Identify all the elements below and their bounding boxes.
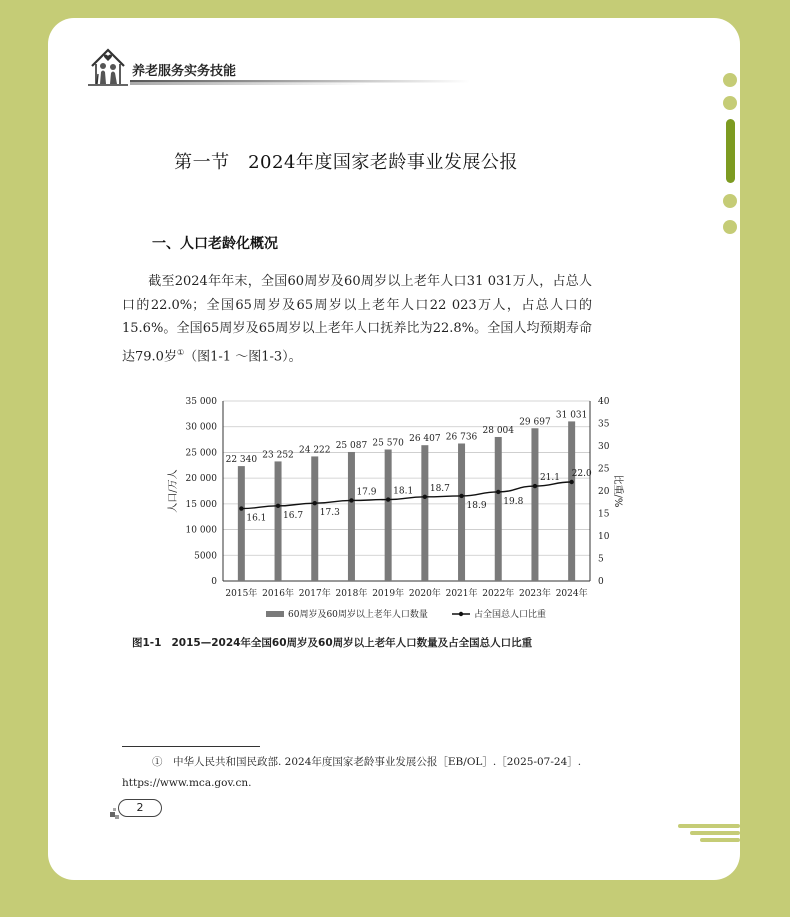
decor-stripe bbox=[700, 838, 740, 842]
bar-value-label: 25 087 bbox=[335, 440, 368, 451]
y-tick-label-left: 30 000 bbox=[185, 422, 217, 433]
y-tick-label-right: 30 bbox=[598, 442, 610, 452]
legend-line-marker bbox=[459, 612, 463, 616]
y-tick-label-left: 35 000 bbox=[185, 397, 217, 407]
bar-value-label: 22 340 bbox=[225, 455, 258, 466]
line-point bbox=[313, 501, 317, 505]
line-point bbox=[459, 494, 463, 498]
y-tick-label-right: 15 bbox=[598, 509, 610, 520]
decor-dot bbox=[723, 194, 737, 208]
bar bbox=[495, 437, 502, 581]
line-value-label: 18.9 bbox=[466, 500, 487, 511]
header-rule bbox=[130, 80, 470, 86]
y-tick-label-right: 20 bbox=[598, 487, 610, 497]
bar-value-label: 24 222 bbox=[299, 445, 331, 456]
x-tick-label: 2020年 bbox=[408, 589, 441, 599]
header-title: 养老服务实务技能 bbox=[132, 64, 237, 79]
decor-dot bbox=[723, 73, 737, 87]
bar-value-label: 26 407 bbox=[409, 434, 441, 445]
sub-heading: 一、人口老龄化概况 bbox=[152, 236, 278, 252]
section-title: 第一节 2024年度国家老龄事业发展公报 bbox=[174, 152, 518, 173]
line-value-label: 21.1 bbox=[539, 473, 560, 484]
bar-value-label: 23 252 bbox=[262, 450, 294, 461]
line-point bbox=[496, 490, 500, 494]
bar bbox=[385, 449, 392, 581]
x-tick-label: 2022年 bbox=[482, 589, 515, 599]
caption-number: 图1-1 bbox=[132, 637, 162, 649]
legend-bar-label: 60周岁及60周岁以上老年人口数量 bbox=[288, 610, 428, 620]
page-number: 2 bbox=[118, 799, 162, 817]
chart-figure bbox=[118, 380, 623, 630]
footnote-marker[interactable]: ① bbox=[176, 347, 185, 357]
bar bbox=[238, 466, 245, 581]
chart-legend bbox=[266, 608, 546, 620]
x-tick-label: 2024年 bbox=[555, 589, 588, 599]
decor-dot bbox=[723, 220, 737, 234]
decor-dot bbox=[723, 96, 737, 110]
line-value-label: 16.1 bbox=[246, 513, 267, 524]
line-value-label: 17.9 bbox=[356, 487, 377, 498]
bar-value-label: 29 697 bbox=[519, 417, 551, 428]
bar bbox=[568, 421, 575, 581]
footnote: ① 中华人民共和国民政部. 2024年度国家老龄事业发展公报［EB/OL］.［2025-07-24］. https://www.mca.gov.cn. bbox=[122, 756, 582, 789]
x-tick-label: 2018年 bbox=[335, 589, 368, 599]
bar bbox=[348, 452, 355, 581]
paragraph-main: 截至2024年年末，全国60周岁及60周岁以上老年人口31 031万人，占总人口的22.0%；全国65周岁及65周岁以上老年人口22 023万人，占总人口的15.6%。全国65周岁及65周岁以上老年人口抚养比为22.8%。全国人均预期寿命达79.0岁 bbox=[122, 274, 592, 364]
footnote-divider bbox=[122, 746, 260, 747]
x-tick-label: 2019年 bbox=[372, 589, 405, 599]
line-value-label: 17.3 bbox=[319, 508, 340, 519]
elderly-people-house-icon bbox=[86, 44, 130, 88]
y-tick-label-left: 20 000 bbox=[185, 474, 217, 485]
x-tick-label: 2016年 bbox=[262, 589, 295, 599]
paragraph-tail: （图1-1 ～图1-3）。 bbox=[184, 348, 302, 364]
line-point bbox=[423, 495, 427, 499]
line-value-label: 22.0 bbox=[571, 469, 592, 479]
y-tick-label-right: 0 bbox=[598, 577, 604, 587]
bar bbox=[531, 428, 538, 581]
x-tick-label: 2021年 bbox=[445, 589, 478, 599]
legend-line-label: 占全国总人口比重 bbox=[474, 610, 547, 620]
line-point bbox=[349, 498, 353, 502]
x-tick-label: 2023年 bbox=[518, 589, 551, 599]
bar bbox=[311, 456, 318, 581]
legend-bar-swatch bbox=[266, 611, 284, 617]
bar-value-label: 31 031 bbox=[555, 410, 588, 421]
y-tick-label-left: 0 bbox=[211, 577, 217, 587]
caption-text: 2015—2024年全国60周岁及60周岁以上老年人口数量及占全国总人口比重 bbox=[171, 637, 533, 649]
y-tick-label-left: 10 000 bbox=[185, 525, 217, 536]
scroll-indicator[interactable] bbox=[726, 119, 735, 183]
y-tick-label-right: 40 bbox=[598, 397, 610, 407]
bar bbox=[421, 445, 428, 581]
line-value-label: 18.1 bbox=[393, 486, 414, 497]
decor-stripe bbox=[690, 831, 740, 835]
line-point bbox=[239, 506, 243, 510]
x-tick-label: 2015年 bbox=[225, 589, 258, 599]
line-value-label: 19.8 bbox=[503, 496, 524, 507]
line-point bbox=[386, 497, 390, 501]
bar-value-label: 28 004 bbox=[482, 425, 514, 436]
bar bbox=[458, 444, 465, 581]
line-value-label: 18.7 bbox=[429, 483, 450, 494]
line-point bbox=[569, 480, 573, 484]
bar-value-label: 26 736 bbox=[445, 432, 478, 443]
y-tick-label-right: 35 bbox=[598, 419, 610, 430]
bar bbox=[275, 461, 282, 581]
x-tick-label: 2017年 bbox=[298, 589, 331, 599]
y-axis-title-right: 比重/% bbox=[612, 474, 623, 508]
y-tick-label-left: 25 000 bbox=[185, 448, 217, 459]
figure-caption bbox=[132, 635, 532, 650]
y-tick-label-right: 10 bbox=[598, 532, 610, 542]
y-tick-label-right: 5 bbox=[598, 554, 604, 565]
line-point bbox=[276, 504, 280, 508]
line-value-label: 16.7 bbox=[283, 510, 304, 521]
body-paragraph bbox=[122, 270, 592, 368]
y-tick-label-left: 5000 bbox=[194, 551, 217, 562]
y-axis-title-left: 人口/万人 bbox=[168, 469, 179, 513]
decor-stripe bbox=[678, 824, 740, 828]
y-tick-label-left: 15 000 bbox=[185, 499, 217, 510]
line-point bbox=[533, 484, 537, 488]
bar-value-label: 25 570 bbox=[372, 438, 404, 449]
y-tick-label-right: 25 bbox=[598, 464, 610, 475]
